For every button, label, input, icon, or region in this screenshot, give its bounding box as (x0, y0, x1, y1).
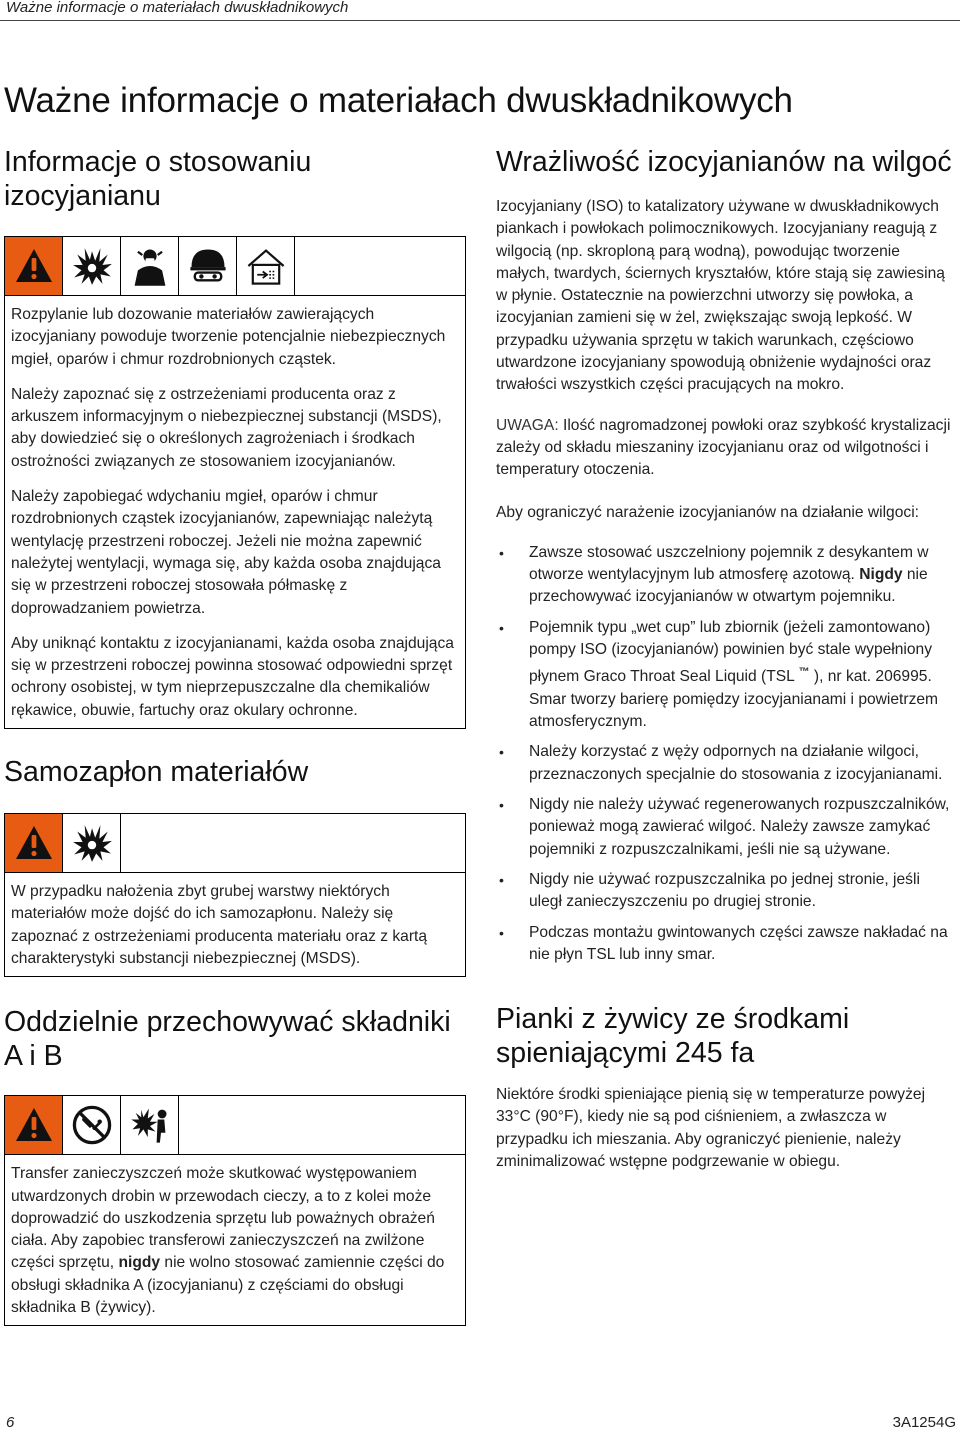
hazard-icon-row (5, 814, 465, 873)
list-item: • Nigdy nie należy używać regenerowanych rozpuszczalników, ponieważ mogą zawierać wilgoć. Należy zawsze zamykać pojemniki z rozpuszczalnikami, jeśli nie są używane. (496, 794, 956, 861)
section-title-moisture-sensitivity: Wrażliwość izocyjanianów na wilgoć (496, 146, 952, 178)
hazard-icon-row (5, 237, 465, 296)
separate-components-warning-box (4, 1095, 466, 1326)
document-code: 3A1254G (892, 1414, 956, 1431)
paragraph: Należy zapoznać się z ostrzeżeniami producenta oraz z arkuszem informacyjnym o niebezpiecznej substancji (MSDS), aby dowiedzieć się o określonych zagrożeniach i środkach ostrożności związanych ze stosowaniem izocyjanianów. (11, 385, 442, 470)
paragraph: Aby ograniczyć narażenie izocyjanianów na działanie wilgoci: (496, 503, 919, 521)
list-item: • Pojemnik typu „wet cup” lub zbiornik (jeżeli zamontowano) pompy ISO (izocyjanianów) powinien być stale wypełniony płynem Graco Throat Seal Liquid (TSL ™ ), nr kat. 206995. Smar tworzy barierę pomiędzy izocyjanianami i powietrzem atmosferycznym. (496, 617, 956, 734)
warning-triangle-icon (5, 237, 63, 295)
header-divider (0, 20, 960, 21)
safety-helmet-goggles-icon (179, 237, 237, 295)
right-column (496, 145, 956, 1185)
separate-components-warning-text (5, 1155, 465, 1325)
ventilated-house-icon (237, 237, 295, 295)
warning-triangle-icon (5, 814, 63, 872)
paragraph: Rozpylanie lub dozowanie materiałów zawierających izocyjaniany powoduje tworzenie potencjalnie niebezpiecznych mgieł, oparów i chmur rozdrobnionych cząstek. (11, 306, 446, 368)
explosion-icon (63, 237, 121, 295)
section-title-separate-components: Oddzielnie przechowywać składniki A i B (4, 1006, 451, 1073)
hazard-icon-row (5, 1096, 465, 1155)
isocyanate-warning-text (5, 296, 465, 728)
list-item: • Zawsze stosować uszczelniony pojemnik z desykantem w otworze wentylacyjnym lub atmosferę azotową. Nigdy nie przechowywać izocyjanianów w otwartym pojemniku. (496, 542, 956, 609)
paragraph: Transfer zanieczyszczeń może skutkować występowaniem utwardzonych drobin w przewodach cieczy, a to z kolei może doprowadzić do uszkodzenia sprzętu lub poważnych obrażeń ciała. Aby zapobiec transferowi zanieczyszczeń na zwilżone części sprzętu, nigdy nie wolno stosować zamiennie części do obsługi składnika A (izocyjanianu) z częściami do obsługi składnika B (żywicy). (11, 1165, 445, 1317)
list-item: • Nigdy nie używać rozpuszczalnika po jednej stronie, jeśli uległ zanieczyszczeniu po drugiej stronie. (496, 869, 956, 914)
paragraph: Niektóre środki spieniające pienią się w temperaturze powyżej 33°C (90°F), kiedy nie są pod ciśnieniem, a zwłaszcza w przypadku ich mieszania. Aby ograniczyć pienienie, należy zminimalizować wstępne podgrzewanie w obiegu. (496, 1086, 926, 1170)
page-number: 6 (6, 1414, 15, 1431)
note: UWAGA: Ilość nagromadzonej powłoki oraz szybkość krystalizacji zależy od składu mieszaniny izocyjanianu oraz od wilgotności i temperatury otoczenia. (496, 416, 951, 479)
paragraph: Należy zapobiegać wdychaniu mgieł, oparów i chmur rozdrobnionych cząstek izocyjanianów, zapewniając należytą wentylację przestrzeni roboczej. Jeżeli nie można zapewnić należytej wentylacji, wymaga się, aby każda osoba znajdująca się w przestrzeni roboczej stosowała półmaskę z doprowadzaniem powietrza. (11, 488, 441, 617)
note-label: UWAGA: (496, 416, 559, 434)
resin-foams-body (496, 1084, 956, 1173)
warning-triangle-icon (5, 1096, 63, 1154)
trademark-symbol: ™ (798, 666, 810, 679)
explosion-icon (63, 814, 121, 872)
list-item: • Podczas montażu gwintowanych części zawsze nakładać na nie płyn TSL lub inny smar. (496, 922, 956, 967)
self-ignition-warning-box (4, 813, 466, 977)
list-item: • Należy korzystać z węży odpornych na działanie wilgoci, przeznaczonych specjalnie do stosowania z izocyjanianami. (496, 741, 956, 786)
isocyanate-warning-box (4, 236, 466, 729)
page-title: Ważne informacje o materiałach dwuskładnikowych (4, 81, 793, 120)
precautions-list (496, 542, 956, 966)
self-ignition-warning-text (5, 873, 465, 976)
left-column (4, 145, 466, 1326)
respirator-person-icon (121, 237, 179, 295)
section-title-self-ignition: Samozapłon materiałów (4, 756, 309, 789)
splash-injury-icon (121, 1096, 179, 1154)
moisture-sensitivity-body (496, 196, 956, 966)
paragraph: W przypadku nałożenia zbyt grubej warstwy niektórych materiałów może dojść do ich samozapłonu. Należy się zapoznać z ostrzeżeniami producenta materiału oraz z kartą charakterystyki substancji niebezpiecznej (MSDS). (11, 883, 428, 967)
section-title-resin-foams: Pianki z żywicy ze środkami spieniającymi 245 fa (496, 1003, 850, 1070)
paragraph: Izocyjaniany (ISO) to katalizatory używane w dwuskładnikowych piankach i powłokach polimocznikowych. Izocyjaniany reagują z wilgocią (np. skroploną parą wodną), powodując tworzenie małych, twardych, ściernych kryształów, które stają się zawiesiną w płynie. Ostatecznie na powierzchni utworzy się powłoka, a izocyjanian zamieni się w żel, zwiększając swoją lepkość. W przypadku używania sprzętu w takich warunkach, częściowo utwardzone izocyjaniany spowodują obniżenie wydajności oraz trwałości wszystkich części pracujących na mokro. (496, 198, 945, 394)
paragraph: Aby uniknąć kontaktu z izocyjanianami, każda osoba znajdująca się w przestrzeni roboczej powinna stosować odpowiedni sprzęt ochrony osobistej, w tym nieprzepuszczalne dla chemikaliów rękawice, obuwie, fartuchy oraz okulary ochronne. (11, 634, 454, 719)
section-title-isocyanate-info: Informacje o stosowaniu izocyjanianu (4, 146, 312, 212)
no-mixing-icon (63, 1096, 121, 1154)
running-header: Ważne informacje o materiałach dwuskładnikowych (6, 0, 349, 16)
